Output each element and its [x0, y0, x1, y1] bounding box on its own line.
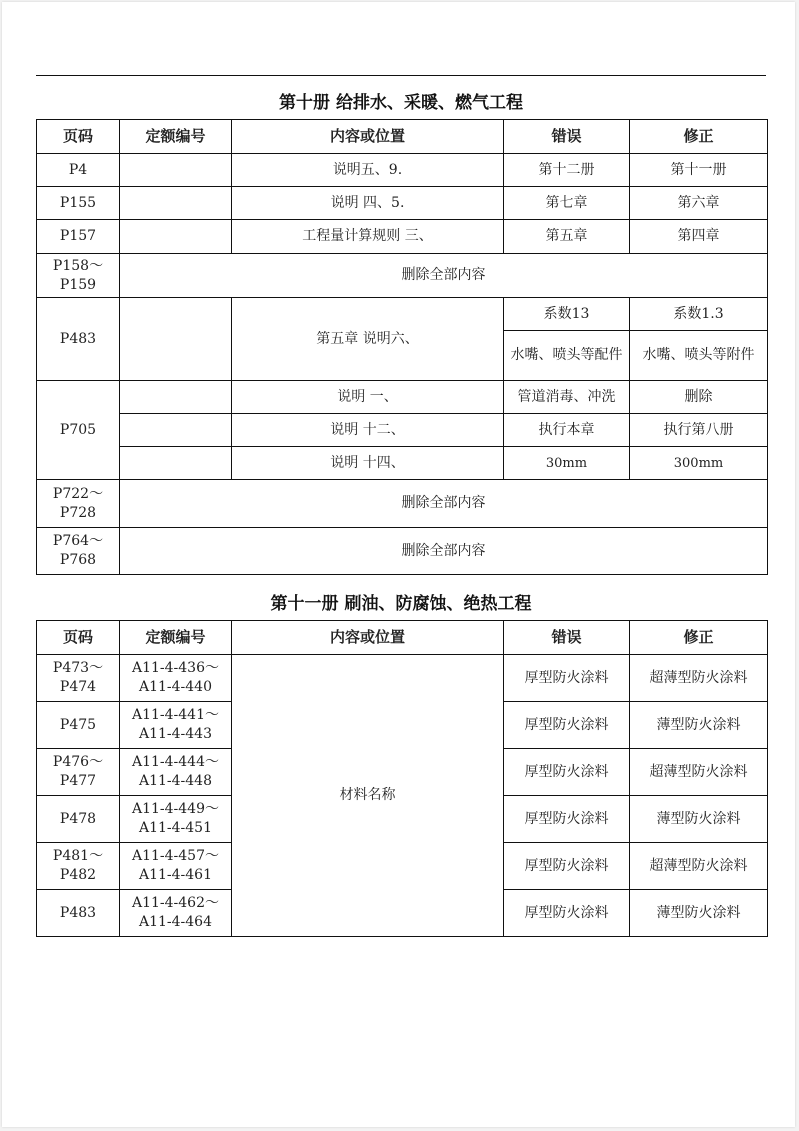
cell-quota-code — [120, 796, 232, 843]
cell-correction: 超薄型防火涂料 — [630, 843, 768, 890]
cell-error: 厚型防火涂料 — [504, 702, 630, 749]
cell-error: 水嘴、喷头等配件 — [504, 331, 630, 381]
header-rule — [36, 75, 766, 76]
cell-quota-code — [120, 702, 232, 749]
page-range-start: P158～ — [52, 257, 104, 274]
cell-content: 说明五、9. — [232, 154, 504, 187]
cell-correction: 第六章 — [630, 187, 768, 220]
cell-merged-note: 删除全部内容 — [120, 480, 768, 528]
table-row — [37, 447, 768, 480]
cell-error: 第五章 — [504, 220, 630, 254]
cell-content: 说明 四、5. — [232, 187, 504, 220]
cell-correction: 超薄型防火涂料 — [630, 655, 768, 702]
table-row — [37, 381, 768, 414]
cell-page: P155 — [37, 187, 120, 220]
code-range-end: A11-4-451 — [138, 820, 212, 836]
cell-content: 说明 一、 — [232, 381, 504, 414]
header-error: 错误 — [504, 120, 630, 154]
page-range-start: P764～ — [52, 533, 104, 549]
page-range-start: P722～ — [52, 485, 104, 502]
cell-error: 厚型防火涂料 — [504, 796, 630, 843]
header-content: 内容或位置 — [232, 120, 504, 154]
cell-error: 厚型防火涂料 — [504, 749, 630, 796]
page-range-start: P476～ — [52, 754, 104, 770]
cell-content: 说明 十四、 — [232, 447, 504, 480]
table-row — [37, 655, 768, 702]
header-page: 页码 — [37, 120, 120, 154]
header-quota-code: 定额编号 — [120, 621, 232, 655]
cell-error: 执行本章 — [504, 414, 630, 447]
table-row — [37, 528, 768, 575]
header-correction: 修正 — [630, 621, 768, 655]
page-range-end: P728 — [59, 504, 97, 521]
table-row — [37, 480, 768, 528]
vol10-table — [36, 119, 768, 575]
cell-page — [37, 843, 120, 890]
cell-quota-code — [120, 749, 232, 796]
cell-error: 系数13 — [504, 298, 630, 331]
code-range-start: A11-4-441～ — [131, 707, 219, 723]
vol11-title: 第十一册 刷油、防腐蚀、绝热工程 — [270, 594, 532, 614]
page-range-start: P481～ — [52, 848, 104, 864]
code-range-start: A11-4-444～ — [131, 754, 219, 770]
cell-content: 工程量计算规则 三、 — [232, 220, 504, 254]
page-range-end: P474 — [59, 679, 97, 695]
cell-error: 厚型防火涂料 — [504, 843, 630, 890]
table-header-row — [37, 621, 768, 655]
page-range-start: P475 — [59, 716, 97, 733]
page-range-start: P483 — [59, 904, 97, 921]
cell-page: P483 — [37, 298, 120, 381]
cell-quota-code — [120, 890, 232, 937]
cell-page — [37, 528, 120, 575]
cell-correction: 300mm — [630, 447, 768, 480]
cell-page — [37, 655, 120, 702]
cell-page: P705 — [37, 381, 120, 480]
cell-content: 说明 十二、 — [232, 414, 504, 447]
header-error: 错误 — [504, 621, 630, 655]
table-header-row — [37, 120, 768, 154]
vol11-table — [36, 620, 768, 937]
code-range-end: A11-4-443 — [138, 726, 212, 742]
cell-correction: 执行第八册 — [630, 414, 768, 447]
code-range-start: A11-4-436～ — [131, 660, 219, 676]
cell-correction: 薄型防火涂料 — [630, 796, 768, 843]
cell-merged-note: 删除全部内容 — [120, 254, 768, 298]
page-range-end: P477 — [59, 773, 97, 789]
code-range-end: A11-4-464 — [138, 914, 212, 930]
cell-quota-code — [120, 381, 232, 414]
cell-page — [37, 796, 120, 843]
cell-page — [37, 254, 120, 298]
header-quota-code: 定额编号 — [120, 120, 232, 154]
page-range-end: P159 — [59, 276, 97, 293]
table-row — [37, 220, 768, 254]
document-page — [2, 2, 795, 1127]
cell-quota-code — [120, 154, 232, 187]
header-correction: 修正 — [630, 120, 768, 154]
cell-correction: 系数1.3 — [630, 298, 768, 331]
cell-page — [37, 480, 120, 528]
cell-quota-code — [120, 655, 232, 702]
code-range-start: A11-4-457～ — [131, 848, 219, 864]
cell-error: 管道消毒、冲洗 — [504, 381, 630, 414]
code-range-start: A11-4-449～ — [131, 801, 219, 817]
cell-quota-code — [120, 843, 232, 890]
cell-correction: 水嘴、喷头等附件 — [630, 331, 768, 381]
cell-error: 第七章 — [504, 187, 630, 220]
cell-merged-note: 删除全部内容 — [120, 528, 768, 575]
cell-quota-code — [120, 298, 232, 381]
cell-quota-code — [120, 220, 232, 254]
header-content: 内容或位置 — [232, 621, 504, 655]
cell-page — [37, 749, 120, 796]
page-range-end: P482 — [59, 867, 97, 883]
page-range-end: P768 — [59, 552, 97, 568]
table-row — [37, 298, 768, 331]
cell-content: 第五章 说明六、 — [232, 298, 504, 381]
table-row — [37, 154, 768, 187]
table-row — [37, 414, 768, 447]
cell-page: P157 — [37, 220, 120, 254]
cell-correction: 薄型防火涂料 — [630, 890, 768, 937]
code-range-start: A11-4-462～ — [131, 895, 219, 911]
cell-error: 厚型防火涂料 — [504, 890, 630, 937]
code-range-end: A11-4-440 — [138, 679, 212, 695]
table-row — [37, 187, 768, 220]
cell-correction: 第四章 — [630, 220, 768, 254]
cell-page — [37, 702, 120, 749]
page-range-start: P478 — [59, 810, 97, 827]
cell-quota-code — [120, 414, 232, 447]
cell-quota-code — [120, 447, 232, 480]
table-row — [37, 254, 768, 298]
cell-correction: 第十一册 — [630, 154, 768, 187]
code-range-end: A11-4-448 — [138, 773, 212, 789]
page-range-start: P473～ — [52, 660, 104, 676]
header-page: 页码 — [37, 621, 120, 655]
cell-page — [37, 890, 120, 937]
cell-error: 第十二册 — [504, 154, 630, 187]
cell-correction: 薄型防火涂料 — [630, 702, 768, 749]
vol10-title: 第十册 给排水、采暖、燃气工程 — [279, 93, 523, 113]
cell-correction: 删除 — [630, 381, 768, 414]
code-range-end: A11-4-461 — [138, 867, 212, 883]
cell-error: 厚型防火涂料 — [504, 655, 630, 702]
cell-correction: 超薄型防火涂料 — [630, 749, 768, 796]
cell-quota-code — [120, 187, 232, 220]
cell-page: P4 — [37, 154, 120, 187]
cell-error: 30mm — [504, 447, 630, 480]
cell-content: 材料名称 — [232, 655, 504, 937]
